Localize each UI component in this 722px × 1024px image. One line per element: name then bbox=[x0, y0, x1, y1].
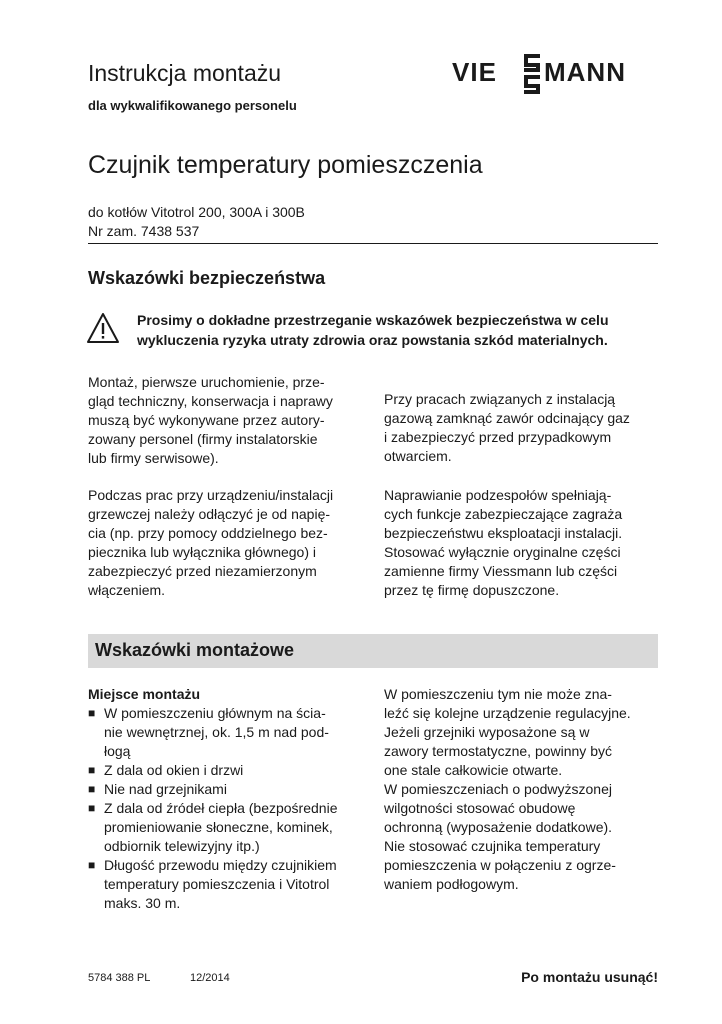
text-line: promieniowanie słoneczne, kominek, bbox=[104, 819, 333, 835]
header-divider bbox=[88, 243, 658, 244]
text-line: odbiornik telewizyjny itp.) bbox=[104, 838, 260, 854]
text-line: nie wewnętrznej, ok. 1,5 m nad pod- bbox=[104, 724, 329, 740]
text-line: zamienne firmy Viessmann lub części bbox=[384, 563, 618, 579]
warning-line: wykluczenia ryzyka utraty zdrowia oraz powstania szkód materialnych. bbox=[137, 332, 608, 348]
text-line: Długość przewodu między czujnikiem bbox=[104, 857, 337, 873]
text-line: waniem podłogowym. bbox=[384, 876, 519, 892]
text-line: zabezpieczyć przed niezamierzonym bbox=[88, 563, 317, 579]
text-line: otwarciem. bbox=[384, 448, 452, 464]
bullet-square-icon: ■ bbox=[88, 858, 96, 872]
list-item bbox=[88, 780, 368, 799]
text-line: wilgotności stosować obudowę bbox=[384, 800, 576, 816]
mounting-place-list bbox=[88, 704, 368, 913]
text-line: zawory termostatyczne, powinny być bbox=[384, 743, 612, 759]
text-line: pomieszczenia w połączeniu z ogrze- bbox=[384, 857, 616, 873]
text-line: zowany personel (firmy instalatorskie bbox=[88, 431, 318, 447]
text-line: łogą bbox=[104, 743, 131, 759]
list-item bbox=[88, 799, 368, 856]
bullet-square-icon: ■ bbox=[88, 782, 96, 796]
text-line: i zabezpieczyć przed przypadkowym bbox=[384, 429, 612, 445]
document-number: 5784 388 PL bbox=[88, 972, 151, 984]
text-line: bezpieczeństwu eksploatacji instalacji. bbox=[384, 525, 623, 541]
text-line: Podczas prac przy urządzeniu/instalacji bbox=[88, 487, 334, 503]
text-line: Jeżeli grzejniki wyposażone są w bbox=[384, 724, 590, 740]
text-line: temperatury pomieszczenia i Vitotrol bbox=[104, 876, 330, 892]
document-date: 12/2014 bbox=[190, 972, 230, 984]
text-line: lub firmy serwisowe). bbox=[88, 450, 219, 466]
svg-text:MANN: MANN bbox=[544, 57, 626, 87]
text-line: W pomieszczeniu głównym na ścia- bbox=[104, 705, 326, 721]
product-meta bbox=[88, 203, 305, 241]
product-models: do kotłów Vitotrol 200, 300A i 300B bbox=[88, 204, 305, 220]
svg-text:VIE: VIE bbox=[452, 57, 497, 87]
text-line: muszą być wykonywane przez autory- bbox=[88, 412, 325, 428]
text-line: cych funkcje zabezpieczające zagraża bbox=[384, 506, 623, 522]
text-line: gazową zamknąć zawór odcinający gaz bbox=[384, 410, 630, 426]
text-line: włączeniem. bbox=[88, 582, 166, 598]
text-line: Nie nad grzejnikami bbox=[104, 781, 227, 797]
list-item bbox=[88, 761, 368, 780]
text-line: W pomieszczeniach o podwyższonej bbox=[384, 781, 612, 797]
text-line: Naprawianie podzespołów spełniają- bbox=[384, 487, 612, 503]
warning-triangle-icon bbox=[86, 312, 120, 344]
document-subtitle: dla wykwalifikowanego personelu bbox=[88, 98, 297, 113]
remove-after-mounting-note: Po montażu usunąć! bbox=[521, 969, 658, 985]
text-line: gląd techniczny, konserwacja i naprawy bbox=[88, 393, 333, 409]
document-title: Instrukcja montażu bbox=[88, 60, 282, 86]
list-item bbox=[88, 704, 368, 761]
order-number: Nr zam. 7438 537 bbox=[88, 223, 200, 239]
safety-warning bbox=[137, 310, 662, 350]
safety-right-paragraph-2 bbox=[384, 486, 664, 600]
warning-line: Prosimy o dokładne przestrzeganie wskazówek bezpieczeństwa w celu bbox=[137, 312, 609, 328]
text-line: Przy pracach związanych z instalacją bbox=[384, 391, 616, 407]
text-line: leźć się kolejne urządzenie regulacyjne. bbox=[384, 705, 631, 721]
mounting-place-section bbox=[88, 685, 368, 913]
text-line: grzewczej należy odłączyć je od napię- bbox=[88, 506, 331, 522]
text-line: Stosować wyłącznie oryginalne części bbox=[384, 544, 621, 560]
safety-heading: Wskazówki bezpieczeństwa bbox=[88, 268, 326, 288]
text-line: Z dala od źródeł ciepła (bezpośrednie bbox=[104, 800, 338, 816]
viessmann-logo bbox=[452, 50, 662, 98]
product-title: Czujnik temperatury pomieszczenia bbox=[88, 151, 483, 179]
text-line: piecznika lub wyłącznika głównego) i bbox=[88, 544, 317, 560]
text-line: Z dala od okien i drzwi bbox=[104, 762, 244, 778]
text-line: Montaż, pierwsze uruchomienie, prze- bbox=[88, 374, 325, 390]
text-line: W pomieszczeniu tym nie może zna- bbox=[384, 686, 612, 702]
text-line: maks. 30 m. bbox=[104, 895, 181, 911]
safety-left-paragraph-1 bbox=[88, 373, 368, 468]
text-line: przez tę firmę dopuszczone. bbox=[384, 582, 560, 598]
safety-right-paragraph-1 bbox=[384, 390, 664, 466]
list-item bbox=[88, 856, 368, 913]
mounting-heading-bar bbox=[88, 634, 658, 668]
text-line: Nie stosować czujnika temperatury bbox=[384, 838, 601, 854]
bullet-square-icon: ■ bbox=[88, 763, 96, 777]
text-line: cia (np. przy pomocy oddzielnego bez- bbox=[88, 525, 328, 541]
text-line: one stale całkowicie otwarte. bbox=[384, 762, 563, 778]
bullet-square-icon: ■ bbox=[88, 801, 96, 815]
mounting-right-text bbox=[384, 685, 664, 894]
mounting-heading: Wskazówki montażowe bbox=[95, 640, 295, 660]
bullet-square-icon: ■ bbox=[88, 706, 96, 720]
safety-left-paragraph-2 bbox=[88, 486, 368, 600]
mounting-place-heading: Miejsce montażu bbox=[88, 686, 201, 702]
text-line: ochronną (wyposażenie dodatkowe). bbox=[384, 819, 613, 835]
